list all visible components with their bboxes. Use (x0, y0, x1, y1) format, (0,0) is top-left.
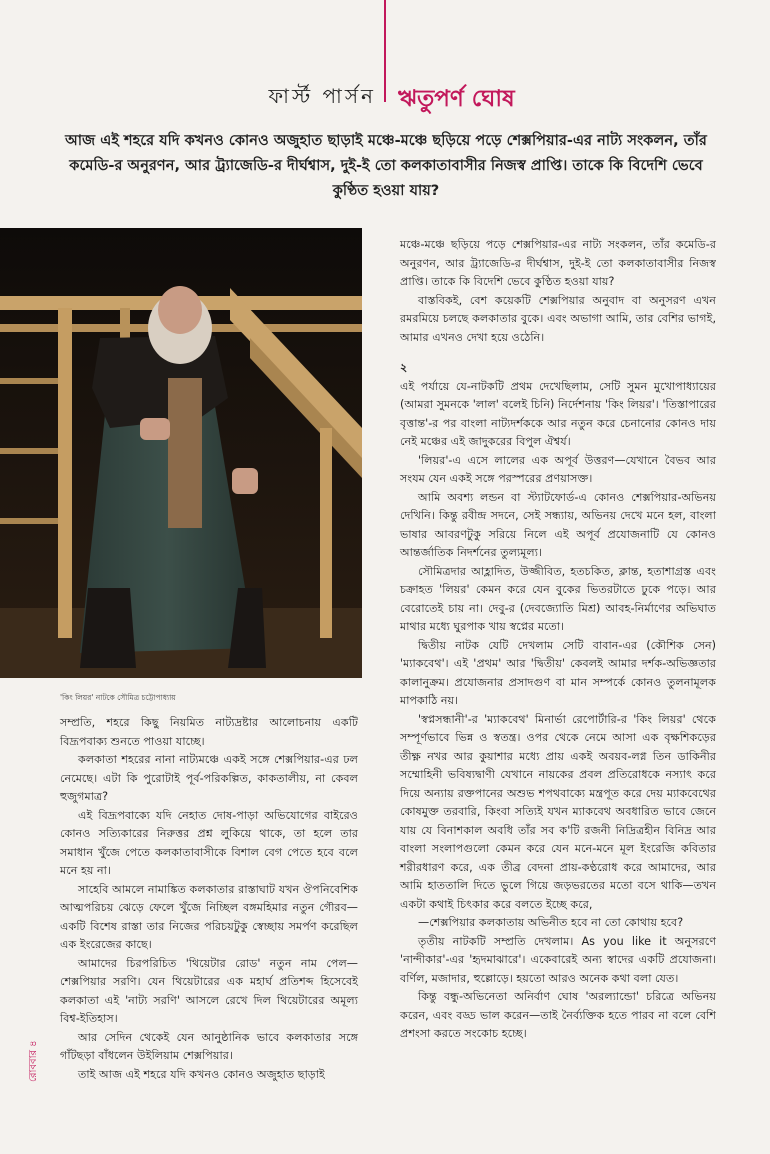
paragraph: 'লিয়র'-এ এসে লালের এক অপূর্ব উত্তরণ—যেখানে বৈভব আর সংযম যেন একই সঙ্গে পরস্পরের প্রণয়াসক্ত। (400, 453, 716, 485)
author-name: ঋতুপর্ণ ঘোষ (398, 86, 515, 112)
paragraph: এই বিদ্রূপবাক্যে যদি নেহাত দোষ-পাড়া অভিযোগের বাইরেও কোনও সত্যিকারের নিরুত্তর প্রশ্ন লুকিয়ে থাকে, তা হলে তার সমাধান খুঁজে পেতে কলকাতাবাসীকে বিশাল বেগ পেতে হবে বলে মনে হয় না। (60, 808, 358, 877)
photo-caption: 'কিং লিয়র' নাটকে সৌমিত্র চট্টোপাধ্যায় (60, 693, 176, 702)
paragraph: তাই আজ এই শহরে যদি কখনও কোনও অজুহাত ছাড়াই (78, 1067, 325, 1081)
column-name: ফার্স্ট পার্সন (268, 84, 376, 108)
paragraph: সৌমিত্রদার আহ্লাদিত, উজ্জীবিত, হতচকিত, ক্লান্ত, হতাশাগ্রস্ত এবং চক্রাহত 'লিয়র' কেমন করে যেন বুকের ভিতরটাতে ঢুকে পড়ে। আর বেরোতেই চায় না। দেবু-র (দেবজ্যোতি মিশ্র) আবহ-নির্মাণের অভিঘাত মাথার মধ্যে ঘুরপাক খায় স্বপ্নের মতো। (400, 564, 716, 633)
paragraph: কলকাতা শহরের নানা নাট্যমঞ্চে একই সঙ্গে শেক্সপিয়ার-এর ঢল নেমেছে। এটা কি পুরোটাই পূর্ব-পরিকল্পিত, কাকতালীয়, না কেবল হুজুগমাত্র? (60, 753, 358, 803)
paragraph: সম্প্রতি, শহরে কিছু নিয়মিত নাট্যদ্রষ্টার আলোচনায় একটি বিদ্রূপবাক্য শুনতে পাওয়া যাচ্ছে। (60, 716, 358, 748)
paragraph: এই পর্যায়ে যে-নাটকটি প্রথম দেখেছিলাম, সেটি সুমন মুখোপাধ্যায়ের (আমরা সুমনকে 'লাল' বলেই চিনি) নির্দেশনায় 'কিং লিয়র'। 'তিস্তাপারের বৃত্তান্ত'-র পর বাংলা নাট্যদর্শককে আর নতুন করে চেনানোর কোনও দায় নেই মঞ্চের এই জাদুকরের বিপুল ঐশ্বর্য। (400, 379, 716, 448)
paragraph: বাস্তবিকই, বেশ কয়েকটি শেক্সপিয়ার অনুবাদ বা অনুসরণ এখন রমরমিয়ে চলছে কলকাতার বুকে। এবং অভাগা আমি, তার বেশির ভাগই, আমার এখনও দেখা হয়ে ওঠেনি। (400, 293, 716, 344)
paragraph: আমাদের চিরপরিচিত 'থিয়েটার রোড' নতুন নাম পেল—শেক্সপিয়ার সরণি। যেন থিয়েটারের এক মহার্ঘ প্রতিশব্দ হিসেবেই কলকাতা এই 'নাট্য সরণি' আসলে রেখে দিল থিয়েটারের অমূল্য বিশ্ব-ইতিহাস। (60, 956, 358, 1025)
article-column-left (60, 714, 358, 1084)
paragraph: দ্বিতীয় নাটক যেটি দেখলাম সেটি বাবান-এর (কৌশিক সেন) 'ম্যাকবেথ'। এই 'প্রথম' আর 'দ্বিতীয়' কেবলই আমার দর্শক-অভিজ্ঞতার কালানুক্রম। প্রযোজনার প্রসাদগুণ বা মান সম্পর্কে কোনও তুলনামূলক মাপকাঠি নয়। (400, 638, 716, 707)
paragraph: সাহেবি আমলে নামাঙ্কিত কলকাতার রাস্তাঘাট যখন ঔপনিবেশিক আত্মপরিচয় ঝেড়ে ফেলে খুঁজে নিচ্ছিল বঙ্গমহিমার নতুন গৌরব—একটি বিশেষ রাস্তা তার নিজের পরিচয়টুকু স্বেচ্ছায় সমর্পণ করেছিল এক ইংরেজের কাছে। (60, 882, 358, 951)
page-header (0, 76, 770, 116)
page-number-label: রোববার ৪ (28, 1040, 39, 1082)
stage-photo (0, 228, 362, 678)
actor-on-stage-illustration (0, 228, 362, 678)
paragraph: তৃতীয় নাটকটি সম্প্রতি দেখলাম। As you like it অনুসরণে 'নান্দীকার'-এর 'হৃদমাঝারে'। একেবারেই অন্য স্বাদের একটি প্রযোজনা। বর্ণিল, মজাদার, হুল্লোড়ে। হয়তো আরও অনেক কথা বলা যেত। (400, 934, 716, 985)
paragraph: কিন্তু বন্ধু-অভিনেতা অনির্বাণ ঘোষ 'অরল্যান্ডো' চরিত্রে অভিনয় করেন, এবং বড্ড ভাল করেন—তাই নৈর্ব্যক্তিক হতে পারব না বলে বেশি প্রশংসা করতে সংকোচ হচ্ছে। (400, 990, 716, 1040)
intro-paragraph: আজ এই শহরে যদি কখনও কোনও অজুহাত ছাড়াই মঞ্চে-মঞ্চে ছড়িয়ে পড়ে শেক্সপিয়ার-এর নাট্য সংকলন, তাঁর কমেডি-র অনুরণন, আর ট্র্যাজেডি-র দীর্ঘশ্বাস, দুই-ই তো কলকাতাবাসীর নিজস্ব প্রাপ্তি। তাকে কি বিদেশি ভেবে কুণ্ঠিত হওয়া যায়? (65, 132, 707, 199)
section-number: ২ (400, 361, 408, 374)
paragraph: আর সেদিন থেকেই যেন আনুষ্ঠানিক ভাবে কলকাতার সঙ্গে গাঁটছড়া বাঁধলেন উইলিয়াম শেক্সপিয়ার। (60, 1030, 358, 1062)
paragraph: 'স্বপ্নসন্ধানী'-র 'ম্যাকবেথ' মিনার্ভা রেপোর্টারি-র 'কিং লিয়র' থেকে সম্পূর্ণভাবে ভিন্ন ও স্বতন্ত্র। ওপর থেকে নেমে আসা এক বৃক্ষশিকড়ের তীক্ষ্ণ নখর আর কুয়াশার মধ্যে প্রায় একই অবয়ব-লগ্ন তিন ডাকিনীর সম্মোহিনী ভবিষ্যদ্বাণী যেখানে নায়কের প্রবল প্রতিরোধকে নস্যাৎ করে দিয়ে অন্যায় রক্তপানের অশুভ শপথবাক্যে মন্ত্রপূত করে দেয় ম্যাকবেথের কোষমুক্ত তরবারি, কিংবা সত্যিই যখন ম্যাকবেথ অবধারিত ভাবে জেনে যায় যে বিনাশকাল অবধি তাঁর সব ক'টি রজনী নিদ্রিত্রহীন বিনিদ্র আর বাংলা সংলাপগুলো কেমন করে যেন মনে-মনে মূল ইংরেজি কবিতার শরীরধারণ করে, এক তীব্র বেদনা প্রায়-কণ্ঠরোধ করে আমাদের, আর আমি হাততালি দিতে ভুলে গিয়ে জড়ভরতের মতো বসে থাকি—তখন একটা কথাই চিৎকার করে বলতে ইচ্ছে করে, (400, 712, 716, 911)
paragraph: মঞ্চে-মঞ্চে ছড়িয়ে পড়ে শেক্সপিয়ার-এর নাট্য সংকলন, তাঁর কমেডি-র অনুরণন, আর ট্র্যাজেডি-র দীর্ঘশ্বাস, দুই-ই তো কলকাতাবাসীর নিজস্ব প্রাপ্তি। তাকে কি বিদেশি ভেবে কুণ্ঠিত হওয়া যায়? (400, 238, 716, 288)
paragraph: —শেক্সপিয়ার কলকাতায় অভিনীত হবে না তো কোথায় হবে? (418, 916, 684, 929)
paragraph: আমি অবশ্য লন্ডন বা স্ট্যাটফোর্ড-এ কোনও শেক্সপিয়ার-অভিনয় দেখিনি। কিন্তু রবীন্দ্র সদনে, সেই সন্ধ্যায়, অভিনয় দেখে মনে হল, বাংলা ভাষার আবরণটুকু সরিয়ে নিলে এই অপূর্ব প্রযোজনাটি যে কোনও আন্তর্জাতিক নিদর্শনের তুল্যমূল্য। (400, 490, 716, 559)
article-column-right (400, 236, 716, 1044)
